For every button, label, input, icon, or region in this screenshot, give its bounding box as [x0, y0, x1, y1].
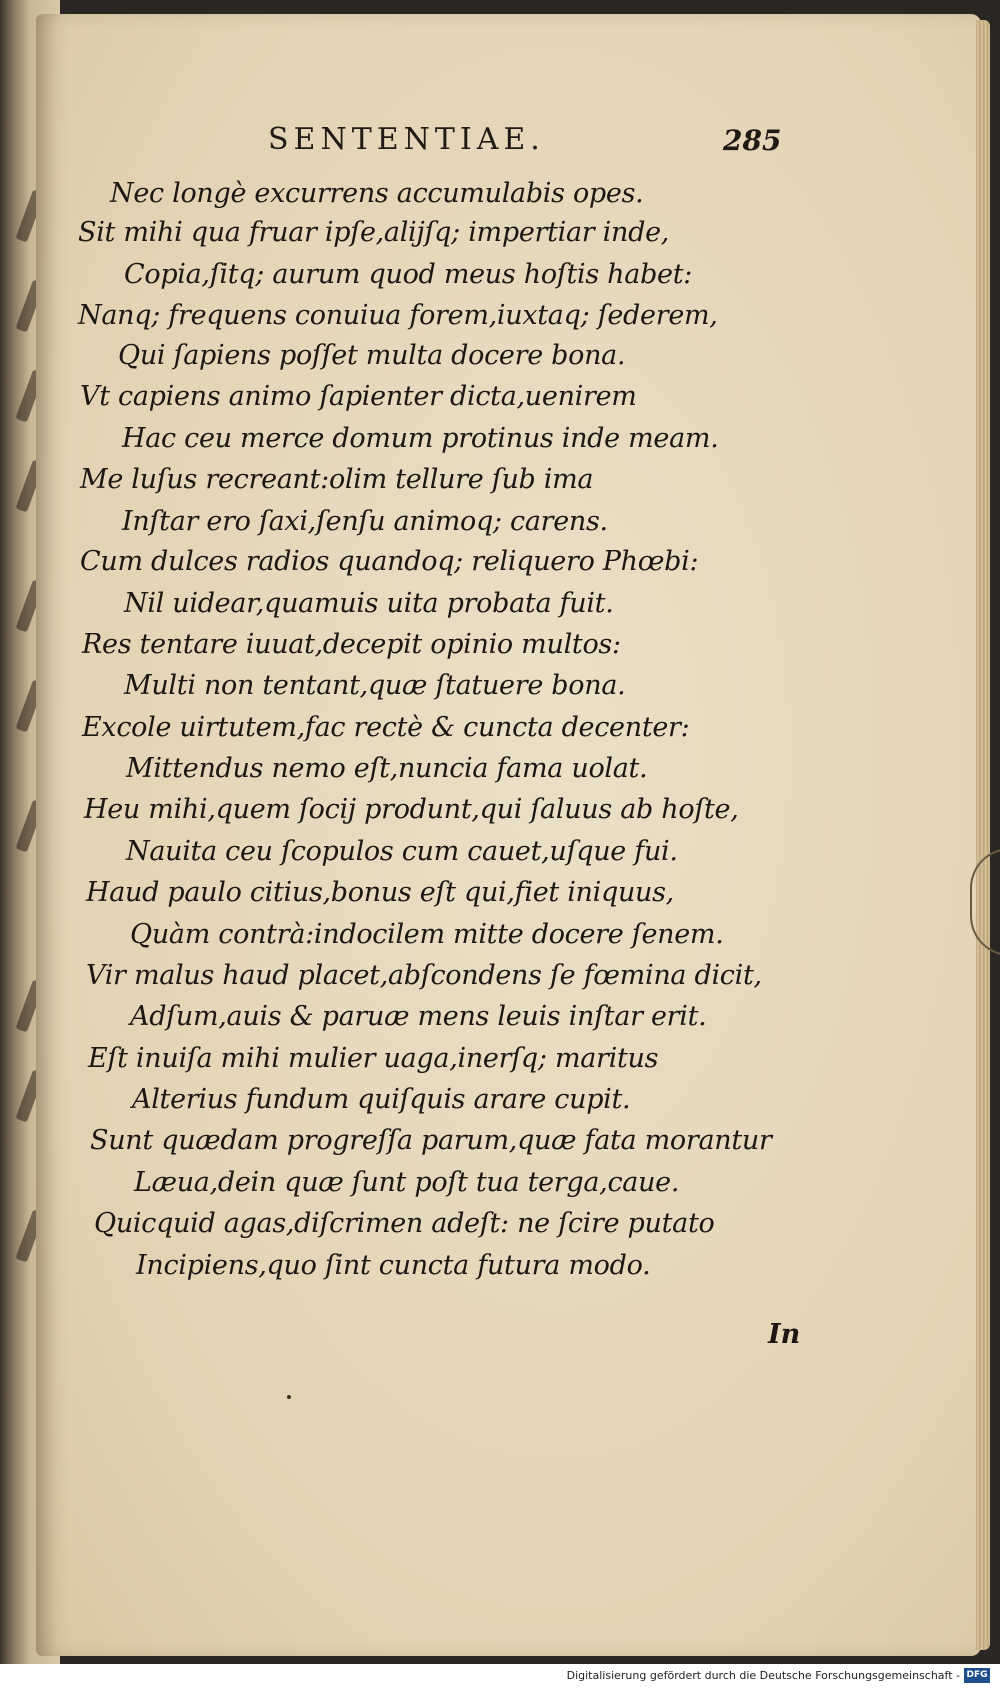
verse-line: Quicquid agas,diſcrimen adeſt: ne ſcire putato: [94, 1208, 715, 1239]
ink-speck: [287, 1395, 291, 1399]
verse-line: Inſtar ero ſaxi,ſenſu animoq; carens.: [122, 506, 608, 537]
verse-line: Sit mihi qua fruar ipſe,alijſq; impertiar inde,: [78, 217, 670, 248]
verse-line: Vt capiens animo ſapienter dicta,uenirem: [80, 381, 637, 412]
verse-line: Qui ſapiens poſſet multa docere bona.: [118, 340, 626, 371]
verse-line: Nanq; frequens conuiua forem,iuxtaq; ſederem,: [78, 300, 718, 331]
verse-line: Quàm contrà:indocilem mitte docere ſenem.: [130, 919, 724, 950]
catchword: In: [768, 1319, 801, 1350]
verse-line: Copia,ſitq; aurum quod meus hoſtis habet:: [124, 259, 693, 290]
verse-line: Nil uidear,quamuis uita probata fuit.: [124, 588, 614, 619]
verse-line: Haud paulo citius,bonus eſt qui,fiet iniquus,: [86, 877, 674, 908]
verse-line: Adſum,auis & paruæ mens leuis inſtar erit.: [130, 1001, 707, 1032]
verse-line: Vir malus haud placet,abſcondens ſe fœmina dicit,: [86, 960, 762, 991]
page-number: 285: [723, 124, 782, 157]
verse-line: Multi non tentant,quæ ſtatuere bona.: [124, 670, 626, 701]
verse-line: Incipiens,quo ſint cuncta futura modo.: [136, 1250, 651, 1281]
verse-line: Hac ceu merce domum protinus inde meam.: [122, 423, 719, 454]
verse-line: Læua,dein quæ ſunt poſt tua terga,caue.: [134, 1167, 680, 1198]
verse-line: Excole uirtutem,fac rectè & cuncta decenter:: [82, 712, 690, 743]
verse-line: Cum dulces radios quandoq; reliquero Phœbi:: [80, 546, 699, 577]
verse-line: Alterius fundum quiſquis arare cupit.: [132, 1084, 631, 1115]
verse-line: Mittendus nemo eſt,nuncia fama uolat.: [126, 753, 648, 784]
verse-line: Sunt quædam progreſſa parum,quæ fata morantur: [90, 1125, 772, 1156]
verse-line: Me luſus recreant:olim tellure ſub ima: [80, 464, 594, 495]
verse-line: Heu mihi,quem ſocij produnt,qui ſaluus ab hoſte,: [84, 794, 739, 825]
dfg-logo: DFG: [964, 1668, 990, 1683]
digitization-footer: [0, 1664, 1000, 1689]
verse-line: Eſt inuiſa mihi mulier uaga,inerſq; maritus: [88, 1043, 659, 1074]
verse-line: Res tentare iuuat,decepit opinio multos:: [82, 629, 621, 660]
verse-line: Nec longè excurrens accumulabis opes.: [110, 178, 644, 209]
funding-credit: Digitalisierung gefördert durch die Deutsche Forschungsgemeinschaft -: [566, 1669, 960, 1682]
verse-line: Nauita ceu ſcopulos cum cauet,uſque fui.: [126, 836, 678, 867]
running-head: SENTENTIAE.: [268, 122, 545, 157]
